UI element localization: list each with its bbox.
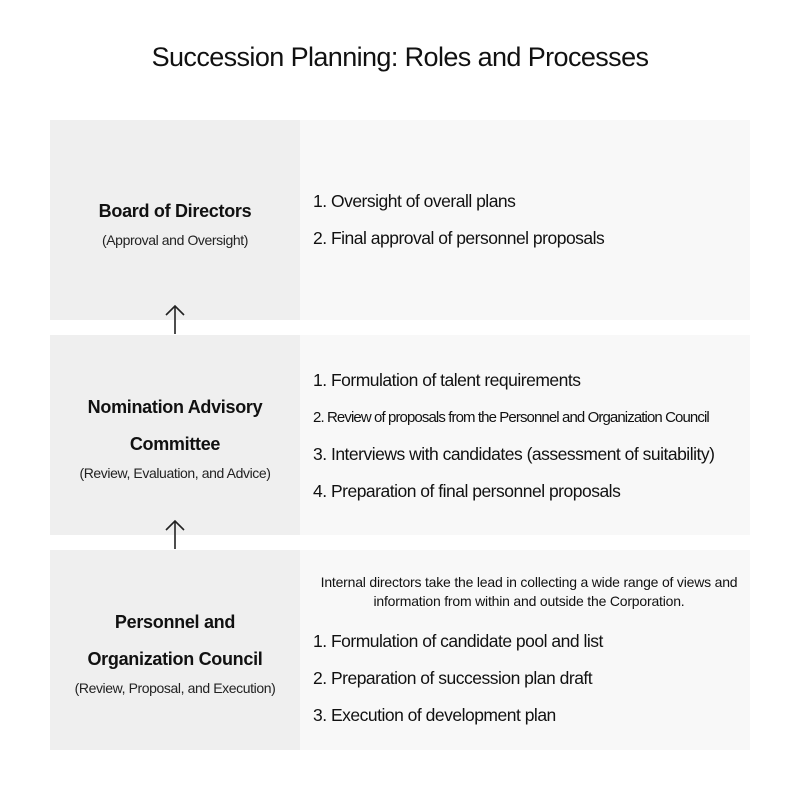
list-item: 2. Final approval of personnel proposals [313, 228, 605, 248]
item-list [313, 183, 746, 257]
desc-cell-board [300, 120, 750, 320]
row-personnel-organization-council [50, 550, 750, 750]
list-item: 4. Preparation of final personnel proposals [313, 481, 621, 501]
role-name-line: Nomination Advisory [87, 397, 263, 417]
role-name-line: Committee [129, 434, 221, 454]
arrow-up-icon [164, 518, 186, 550]
list-item: 1. Formulation of talent requirements [313, 370, 581, 390]
role-name-line: Organization Council [87, 649, 263, 669]
list-item: 3. Execution of development plan [313, 705, 556, 725]
page-title: Succession Planning: Roles and Processes [151, 42, 649, 72]
item-list [313, 362, 746, 510]
note-text: Internal directors take the lead in collecting a wide range of views and information from within and outside the Corporation. [320, 574, 738, 609]
role-name: Board of Directors [98, 200, 252, 221]
row-nomination-advisory-committee [50, 335, 750, 535]
list-item: 1. Oversight of overall plans [313, 191, 516, 211]
role-cell-nomination [50, 335, 300, 535]
desc-cell-nomination [300, 335, 750, 535]
list-item: 2. Preparation of succession plan draft [313, 668, 593, 688]
item-list [313, 623, 746, 734]
list-item: 2. Review of proposals from the Personnel and Organization Council [313, 409, 709, 426]
role-cell-board [50, 120, 300, 320]
desc-cell-personnel [300, 550, 750, 750]
row-board-of-directors [50, 120, 750, 320]
role-subtitle: (Review, Evaluation, and Advice) [79, 465, 271, 481]
role-subtitle: (Approval and Oversight) [101, 231, 249, 248]
arrow-up-icon [164, 303, 186, 335]
role-subtitle: (Review, Proposal, and Execution) [74, 680, 276, 696]
role-cell-personnel [50, 550, 300, 750]
list-item: 1. Formulation of candidate pool and list [313, 631, 603, 651]
list-item: 3. Interviews with candidates (assessment of suitability) [313, 444, 715, 464]
role-name-line: Personnel and [114, 612, 236, 632]
